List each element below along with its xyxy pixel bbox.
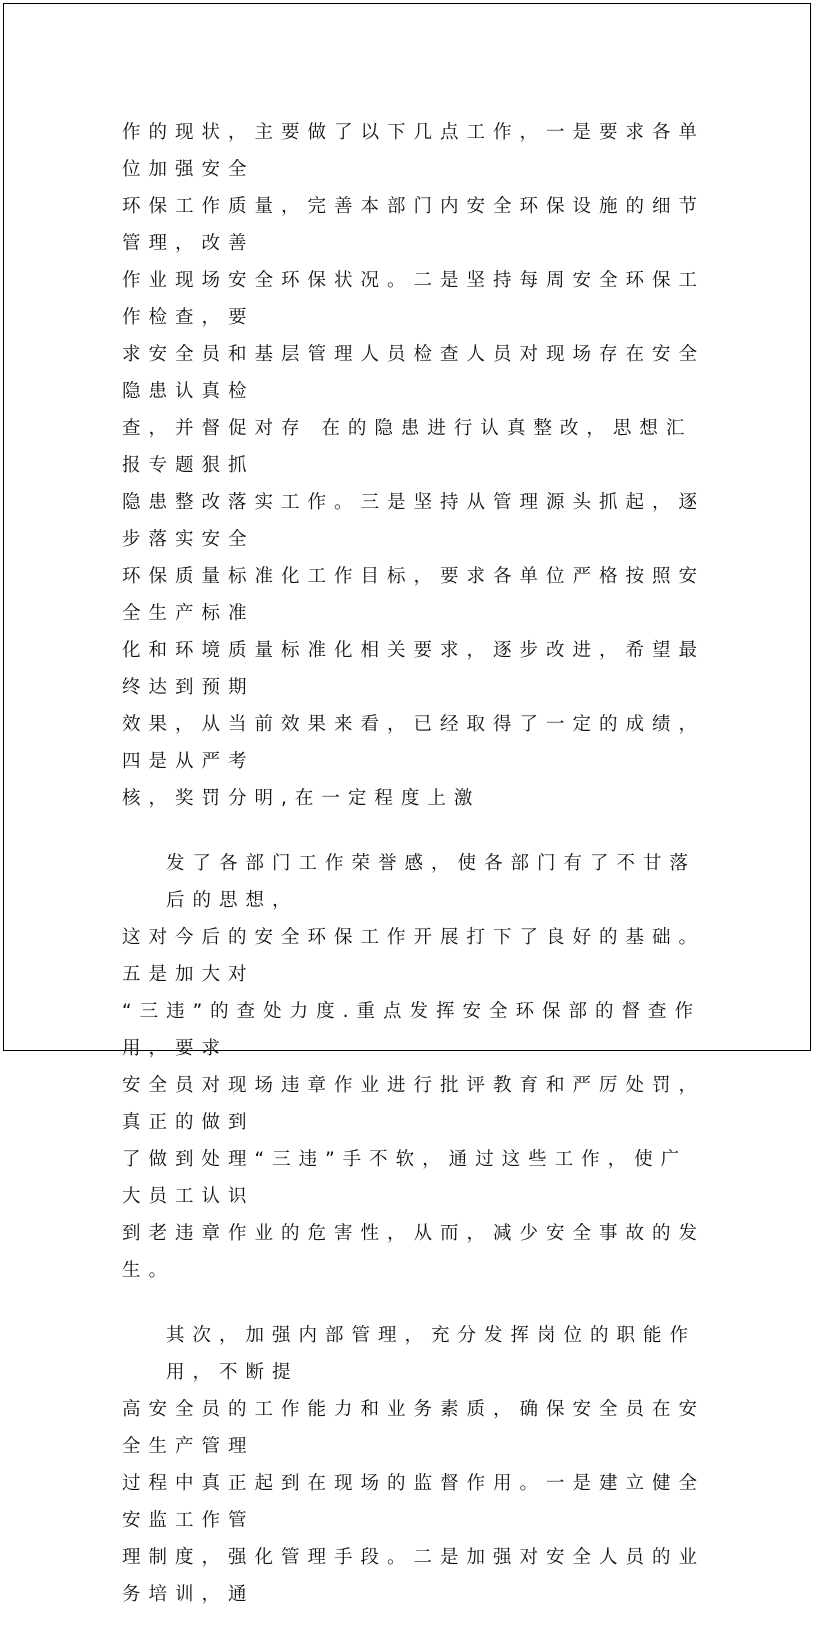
paragraph-1: [122, 114, 707, 817]
text-line: 高安全员的工作能力和业务素质，确保安全员在安全生产管理: [122, 1399, 706, 1457]
text-line: 过程中真正起到在现场的监督作用。一是建立健全安监工作管: [122, 1473, 706, 1531]
text-line: 化和环境质量标准化相关要求，逐步改进，希望最终达到预期: [122, 640, 706, 698]
text-line: 核，奖罚分明,在一定程度上激: [122, 788, 481, 809]
text-line: 效果，从当前效果来看，已经取得了一定的成绩，四是从严考: [122, 714, 706, 772]
text-line: 隐患整改落实工作。三是坚持从管理源头抓起，逐步落实安全: [122, 492, 706, 550]
text-line: 求安全员和基层管理人员检查人员对现场存在安全隐患认真检: [122, 344, 706, 402]
document-body: [122, 114, 707, 1641]
text-line: 这对今后的安全环保工作开展打下了良好的基础。五是加大对: [122, 927, 706, 985]
text-line: 到老违章作业的危害性，从而，减少安全事故的发生。: [122, 1223, 706, 1281]
paragraph-3: [122, 1317, 707, 1613]
text-line: 其次，加强内部管理，充分发挥岗位的职能作用，不断提: [166, 1325, 697, 1383]
text-line: 作的现状，主要做了以下几点工作，一是要求各单位加强安全: [122, 122, 706, 180]
paragraph-2: [122, 845, 707, 1289]
text-line: 环保工作质量，完善本部门内安全环保设施的细节管理，改善: [122, 196, 706, 254]
text-line: 理制度，强化管理手段。二是加强对安全人员的业务培训，通: [122, 1547, 706, 1605]
text-line: “三违”的查处力度.重点发挥安全环保部的督查作用，要求: [122, 1001, 702, 1059]
text-line: 安全员对现场违章作业进行批评教育和严厉处罚，真正的做到: [122, 1075, 706, 1133]
text-line: 作业现场安全环保状况。二是坚持每周安全环保工作检查，要: [122, 270, 706, 328]
text-line: 查，并督促对存 在的隐患进行认真整改，思想汇报专题狠抓: [122, 418, 693, 476]
text-line: 发了各部门工作荣誉感，使各部门有了不甘落后的思想，: [166, 853, 697, 911]
text-line: 了做到处理“三违”手不软，通过这些工作，使广大员工认识: [122, 1149, 688, 1207]
text-line: 环保质量标准化工作目标，要求各单位严格按照安全生产标准: [122, 566, 706, 624]
